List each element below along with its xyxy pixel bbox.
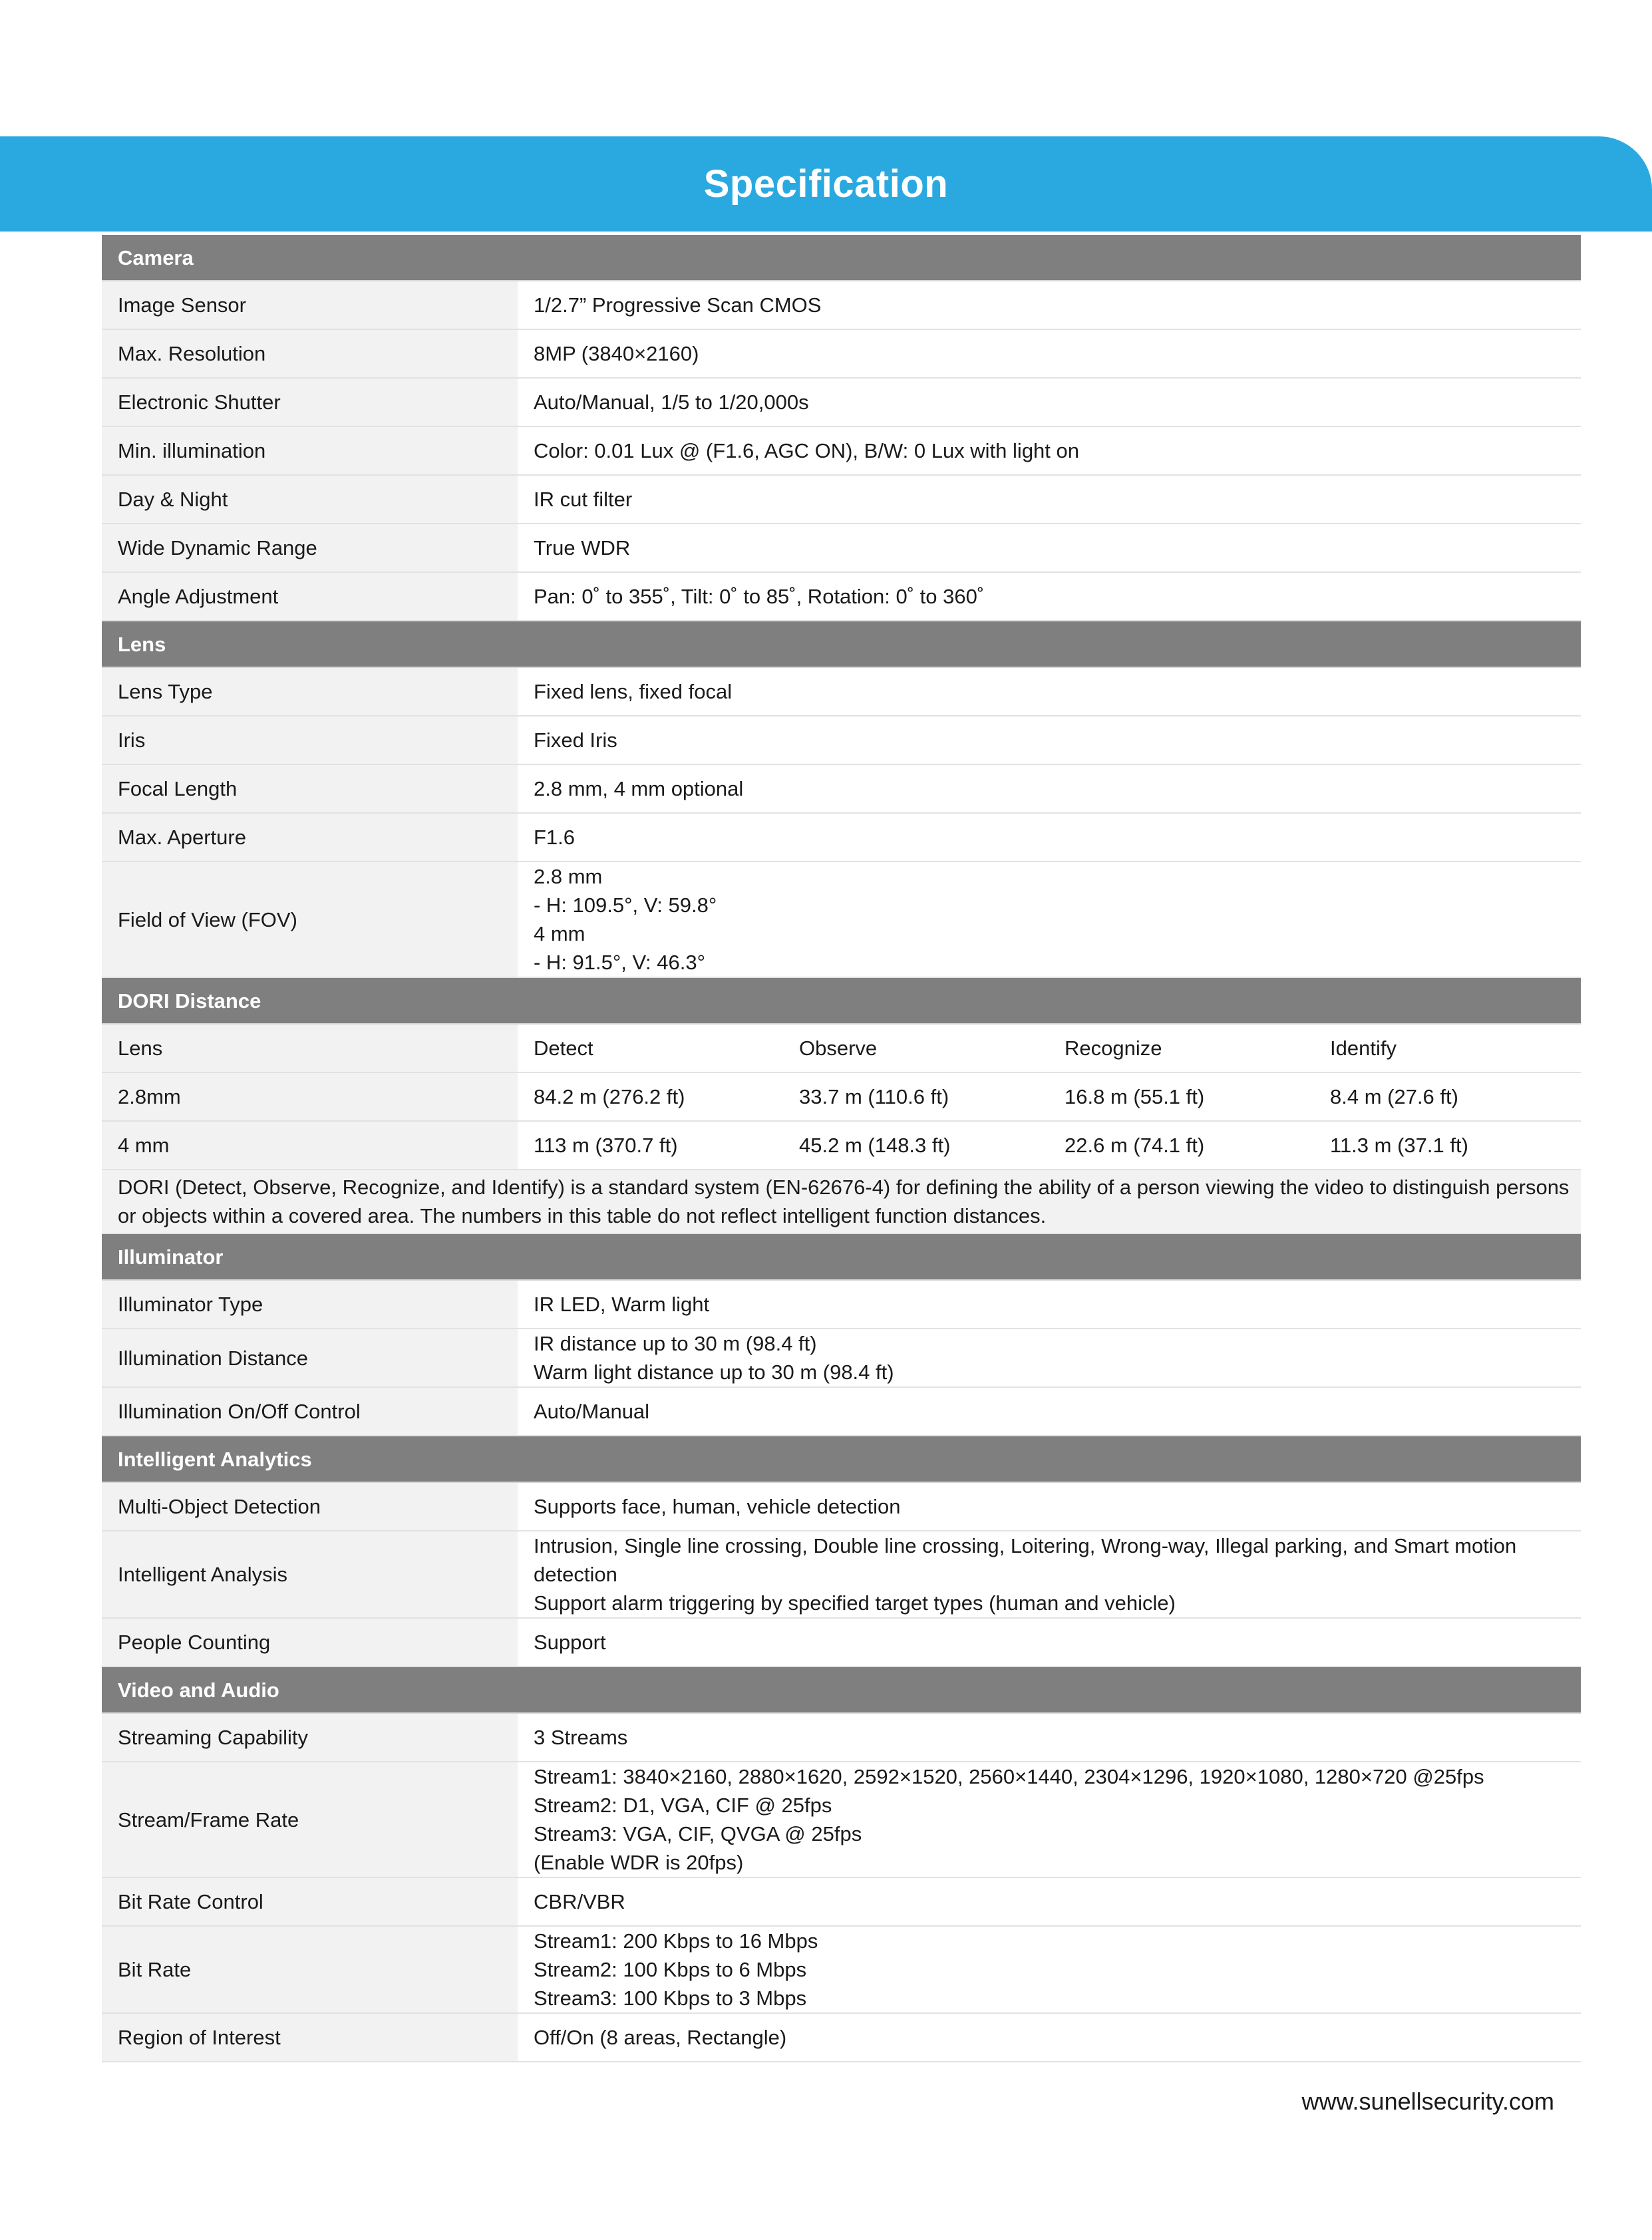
section-title: DORI Distance	[102, 977, 1581, 1024]
dori-cell: 84.2 m (276.2 ft)	[518, 1072, 783, 1121]
spec-table	[102, 235, 1581, 2062]
dori-column-header: Lens	[102, 1024, 518, 1072]
spec-label: Stream/Frame Rate	[102, 1762, 518, 1877]
dori-column-header: Observe	[783, 1024, 1049, 1072]
spec-value: F1.6	[518, 813, 1581, 862]
spec-value: Off/On (8 areas, Rectangle)	[518, 2013, 1581, 2062]
spec-label: Region of Interest	[102, 2013, 518, 2062]
spec-label: Max. Aperture	[102, 813, 518, 862]
spec-label: People Counting	[102, 1618, 518, 1667]
section-title: Lens	[102, 621, 1581, 667]
dori-header-row	[102, 1024, 1581, 1072]
spec-label: Focal Length	[102, 764, 518, 813]
spec-value: Stream1: 3840×2160, 2880×1620, 2592×1520, 2560×1440, 2304×1296, 1920×1080, 1280×720 @25fps Stream2: D1, VGA, CIF @ 25fps Stream3: VGA, CIF, QVGA @ 25fps (Enable WDR is 20fps)	[518, 1762, 1581, 1877]
spec-label: Iris	[102, 716, 518, 764]
spec-label: Bit Rate Control	[102, 1877, 518, 1926]
spec-value: 2.8 mm, 4 mm optional	[518, 764, 1581, 813]
dori-row	[102, 1121, 1581, 1170]
spec-value: 2.8 mm - H: 109.5°, V: 59.8° 4 mm - H: 91.5°, V: 46.3°	[518, 862, 1581, 977]
section-header-illuminator	[102, 1233, 1581, 1280]
spec-label: Intelligent Analysis	[102, 1531, 518, 1618]
dori-cell: 16.8 m (55.1 ft)	[1049, 1072, 1314, 1121]
spec-row	[102, 426, 1581, 475]
dori-cell: 11.3 m (37.1 ft)	[1314, 1121, 1581, 1170]
spec-value: 1/2.7” Progressive Scan CMOS	[518, 281, 1581, 329]
spec-label: Lens Type	[102, 667, 518, 716]
dori-cell: 8.4 m (27.6 ft)	[1314, 1072, 1581, 1121]
spec-value: IR distance up to 30 m (98.4 ft) Warm light distance up to 30 m (98.4 ft)	[518, 1329, 1581, 1387]
spec-row	[102, 862, 1581, 977]
section-title: Video and Audio	[102, 1667, 1581, 1713]
spec-row	[102, 667, 1581, 716]
section-header-analytics	[102, 1436, 1581, 1482]
spec-value: Supports face, human, vehicle detection	[518, 1482, 1581, 1531]
spec-label: Illuminator Type	[102, 1280, 518, 1329]
section-header-camera	[102, 235, 1581, 281]
spec-value: Fixed Iris	[518, 716, 1581, 764]
spec-value: Auto/Manual	[518, 1387, 1581, 1436]
dori-cell: 22.6 m (74.1 ft)	[1049, 1121, 1314, 1170]
spec-label: Illumination Distance	[102, 1329, 518, 1387]
section-header-lens	[102, 621, 1581, 667]
spec-value: Auto/Manual, 1/5 to 1/20,000s	[518, 378, 1581, 426]
section-header-video	[102, 1667, 1581, 1713]
dori-column-header: Identify	[1314, 1024, 1581, 1072]
dori-cell: 2.8mm	[102, 1072, 518, 1121]
dori-row	[102, 1072, 1581, 1121]
spec-label: Day & Night	[102, 475, 518, 524]
dori-column-header: Recognize	[1049, 1024, 1314, 1072]
spec-row	[102, 281, 1581, 329]
dori-cell: 33.7 m (110.6 ft)	[783, 1072, 1049, 1121]
spec-row	[102, 716, 1581, 764]
spec-value: Fixed lens, fixed focal	[518, 667, 1581, 716]
spec-row	[102, 1280, 1581, 1329]
spec-row	[102, 1926, 1581, 2013]
spec-value: Support	[518, 1618, 1581, 1667]
spec-label: Field of View (FOV)	[102, 862, 518, 977]
spec-label: Multi-Object Detection	[102, 1482, 518, 1531]
page-title: Specification	[703, 162, 949, 206]
spec-row	[102, 475, 1581, 524]
spec-row	[102, 572, 1581, 621]
dori-column-header: Detect	[518, 1024, 783, 1072]
spec-label: Max. Resolution	[102, 329, 518, 378]
dori-cell: 4 mm	[102, 1121, 518, 1170]
section-header-dori	[102, 977, 1581, 1024]
spec-value: Intrusion, Single line crossing, Double line crossing, Loitering, Wrong-way, Illegal parking, and Smart motion detection Support alarm triggering by specified target types (human and vehicle)	[518, 1531, 1581, 1618]
spec-label: Illumination On/Off Control	[102, 1387, 518, 1436]
section-title: Camera	[102, 235, 1581, 281]
spec-row	[102, 1329, 1581, 1387]
spec-value: IR cut filter	[518, 475, 1581, 524]
spec-row	[102, 378, 1581, 426]
spec-row	[102, 1482, 1581, 1531]
spec-value: Color: 0.01 Lux @ (F1.6, AGC ON), B/W: 0 Lux with light on	[518, 426, 1581, 475]
spec-row	[102, 1531, 1581, 1618]
spec-row	[102, 1713, 1581, 1762]
spec-value: 8MP (3840×2160)	[518, 329, 1581, 378]
spec-label: Image Sensor	[102, 281, 518, 329]
spec-value: IR LED, Warm light	[518, 1280, 1581, 1329]
spec-value: Pan: 0˚ to 355˚, Tilt: 0˚ to 85˚, Rotation: 0˚ to 360˚	[518, 572, 1581, 621]
spec-value: Stream1: 200 Kbps to 16 Mbps Stream2: 100 Kbps to 6 Mbps Stream3: 100 Kbps to 3 Mbps	[518, 1926, 1581, 2013]
spec-value: 3 Streams	[518, 1713, 1581, 1762]
spec-value: True WDR	[518, 524, 1581, 572]
spec-row	[102, 1877, 1581, 1926]
spec-label: Bit Rate	[102, 1926, 518, 2013]
spec-label: Electronic Shutter	[102, 378, 518, 426]
footer-website-link[interactable]: www.sunellsecurity.com	[1301, 2088, 1554, 2115]
spec-row	[102, 524, 1581, 572]
spec-value: CBR/VBR	[518, 1877, 1581, 1926]
spec-row	[102, 1387, 1581, 1436]
spec-row	[102, 764, 1581, 813]
spec-label: Streaming Capability	[102, 1713, 518, 1762]
dori-cell: 113 m (370.7 ft)	[518, 1121, 783, 1170]
section-title: Illuminator	[102, 1233, 1581, 1280]
spec-row	[102, 813, 1581, 862]
spec-row	[102, 2013, 1581, 2062]
spec-row	[102, 329, 1581, 378]
header-banner	[0, 136, 1652, 232]
spec-label: Wide Dynamic Range	[102, 524, 518, 572]
dori-note-row	[102, 1170, 1581, 1233]
spec-label: Min. illumination	[102, 426, 518, 475]
spec-label: Angle Adjustment	[102, 572, 518, 621]
spec-row	[102, 1762, 1581, 1877]
dori-note: DORI (Detect, Observe, Recognize, and Identify) is a standard system (EN-62676-4) for defining the ability of a person viewing the video to distinguish persons or objects within a covered area. The numbers in this table do not reflect intelligent function distances.	[102, 1170, 1581, 1233]
spec-row	[102, 1618, 1581, 1667]
section-title: Intelligent Analytics	[102, 1436, 1581, 1482]
dori-cell: 45.2 m (148.3 ft)	[783, 1121, 1049, 1170]
